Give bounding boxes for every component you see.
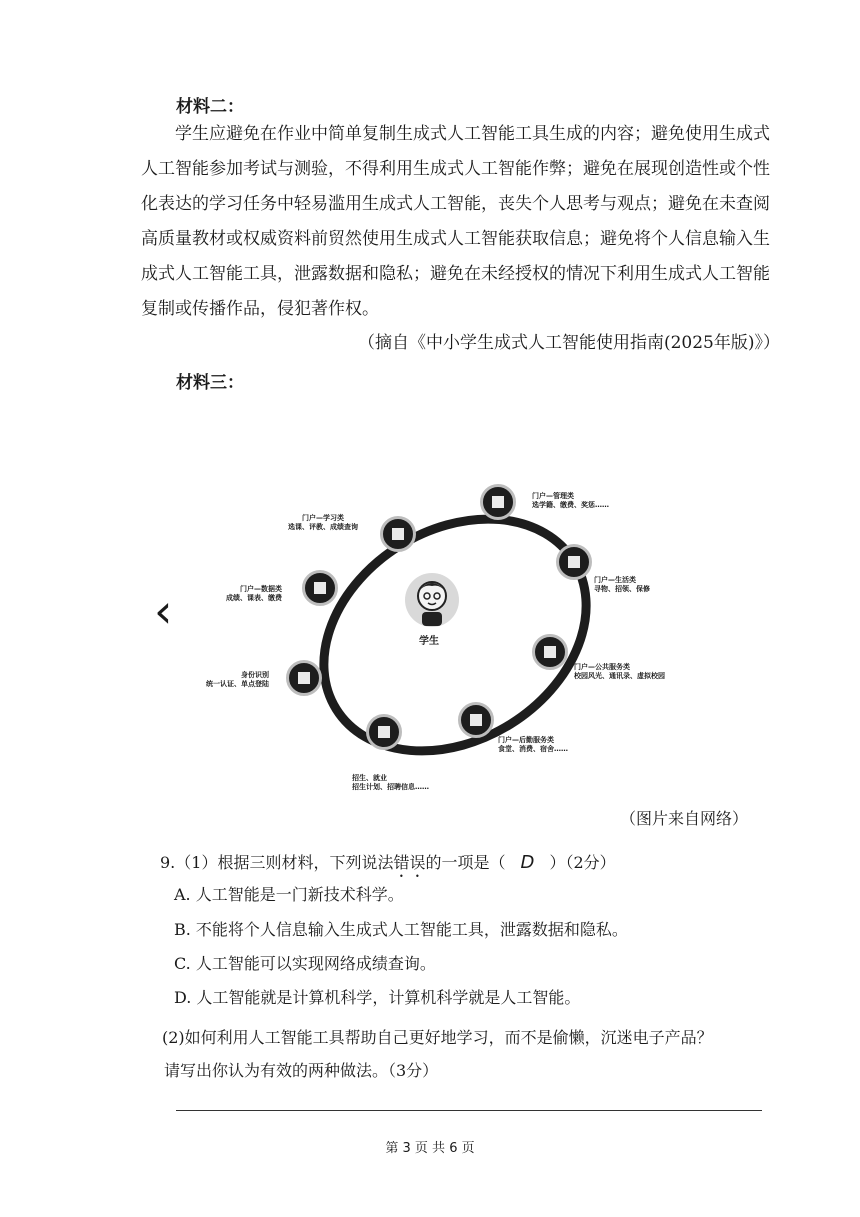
option-b: B. 不能将个人信息输入生成式人工智能工具，泄露数据和隐私。: [174, 920, 628, 939]
node-logistics: [458, 702, 494, 738]
node-identity-title: 身份识别: [241, 671, 269, 679]
student-avatar-icon: [404, 572, 460, 628]
node-learning-sub: 选课、评教、成绩查询: [288, 523, 358, 531]
tools-icon: [568, 556, 580, 568]
diagram-ring: [190, 470, 710, 810]
answer-line: [176, 1110, 762, 1111]
option-c: C. 人工智能可以实现网络成绩查询。: [174, 954, 436, 973]
handwritten-answer: D: [520, 852, 535, 873]
node-life-sub: 寻物、招领、保修: [594, 585, 650, 593]
option-d: D. 人工智能就是计算机科学，计算机科学就是人工智能。: [174, 988, 581, 1007]
question-9-1-suffix: 的一项是（: [425, 853, 506, 872]
node-identity-label: [206, 671, 269, 689]
student-label: 学生: [419, 636, 439, 647]
globe-icon: [470, 714, 482, 726]
document-icon: [492, 496, 504, 508]
question-9-1-close: ）（2分）: [549, 853, 616, 872]
puzzle-icon: [314, 582, 326, 594]
page-number: 第 3 页 共 6 页: [385, 1141, 475, 1156]
node-management-sub: 选学籍、缴费、奖惩……: [532, 501, 609, 509]
question-9-2-line-1: (2)如何利用人工智能工具帮助自己更好地学习，而不是偷懒，沉迷电子产品？: [162, 1028, 713, 1047]
node-data-sub: 成绩、课表、缴费: [226, 594, 282, 602]
question-9-1-emphasis: 错误: [393, 853, 426, 872]
node-management-title: 门户—管理类: [532, 492, 574, 500]
node-enrollment-title: 招生、就业: [352, 774, 387, 782]
node-data-title: 门户—数据类: [240, 585, 282, 593]
node-enrollment-sub: 招生计划、招聘信息……: [352, 783, 429, 791]
node-learning-title: 门户—学习类: [302, 514, 344, 522]
question-9-2-line-2: 请写出你认为有效的两种做法。（3分）: [164, 1061, 439, 1080]
node-public: [532, 634, 568, 670]
question-9-1: [160, 850, 616, 881]
node-learning: [380, 516, 416, 552]
option-a: A. 人工智能是一门新技术科学。: [174, 885, 404, 904]
node-enrollment-label: [352, 774, 429, 792]
node-management-label: [532, 492, 609, 510]
question-9-1-prefix: 9.（1）根据三则材料，下列说法: [160, 853, 394, 872]
node-life-label: [594, 576, 650, 594]
monitor-icon: [298, 672, 310, 684]
node-public-label: [574, 663, 665, 681]
node-management: [480, 484, 516, 520]
node-identity: [286, 660, 322, 696]
material-3-diagram: [190, 470, 710, 810]
material-2-citation: （摘自《中小学生成式人工智能使用指南(2025年版)》）: [357, 333, 780, 353]
node-life: [556, 544, 592, 580]
node-data-label: [226, 585, 282, 603]
hello-icon: [378, 726, 390, 738]
node-life-title: 门户—生活类: [594, 576, 636, 584]
node-learning-label: [288, 514, 358, 532]
node-data: [302, 570, 338, 606]
node-public-title: 门户—公共服务类: [574, 663, 630, 671]
node-public-sub: 校园风光、通讯录、虚拟校园: [574, 672, 665, 680]
material-3-heading: 材料三：: [176, 373, 244, 393]
prev-page-arrow[interactable]: ‹: [154, 584, 173, 638]
material-2-paragraph: 学生应避免在作业中简单复制生成式人工智能工具生成的内容；避免使用生成式人工智能参加考试与测验，不得利用生成式人工智能作弊；避免在展现创造性或个性化表达的学习任务中轻易滥用生成式人工智能，丧失个人思考与观点；避免在未查阅高质量教材或权威资料前贸然使用生成式人工智能获取信息；避免将个人信息输入生成式人工智能工具，泄露数据和隐私；避免在未经授权的情况下利用生成式人工智能复制或传播作品，侵犯著作权。: [141, 124, 770, 319]
image-icon: [544, 646, 556, 658]
node-logistics-label: [498, 736, 568, 754]
node-enrollment: [366, 714, 402, 750]
node-logistics-sub: 食堂、消费、宿舍……: [498, 745, 568, 753]
material-2-heading: 材料二：: [176, 97, 244, 117]
node-logistics-title: 门户—后勤服务类: [498, 736, 554, 744]
image-source: （图片来自网络）: [620, 809, 749, 828]
node-identity-sub: 统一认证、单点登陆: [206, 680, 269, 688]
pen-icon: [392, 528, 404, 540]
